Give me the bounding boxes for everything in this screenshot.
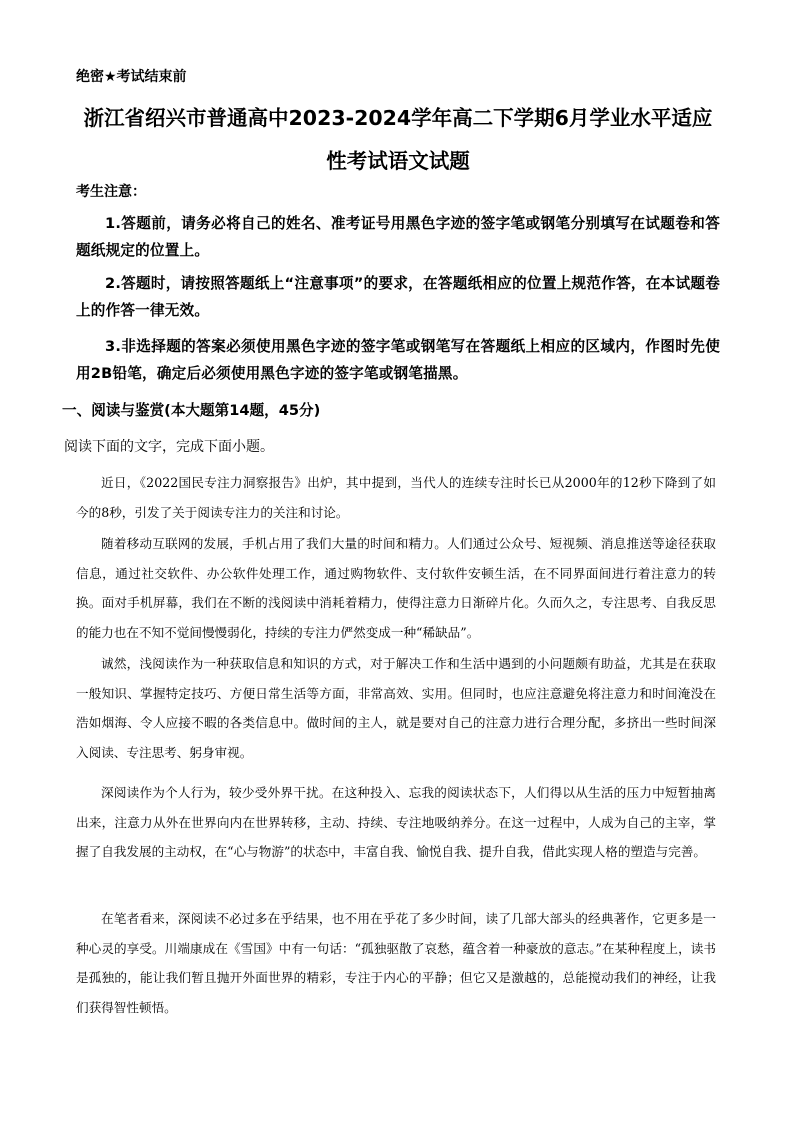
notice-heading: 考生注意：	[76, 184, 146, 200]
passage-paragraph-2: 随着移动互联网的发展，手机占用了我们大量的时间和精力。人们通过公众号、短视频、消息推送等途径获取信息，通过社交软件、办公软件处理工作，通过购物软件、支付软件安顿生活，在不同界面间进行着注意力的转换。面对手机屏幕，我们在不断的浅阅读中消耗着精力，使得注意力日渐碎片化。久而久之，专注思考、自我反思的能力也在不知不觉间慢慢弱化，持续的专注力俨然变成一种“稀缺品”。	[76, 536, 716, 640]
passage-paragraph-3: 诚然，浅阅读作为一种获取信息和知识的方式，对于解决工作和生活中遇到的小问题颇有助益，尤其是在获取一般知识、掌握特定技巧、方便日常生活等方面，非常高效、实用。但同时，也应注意避免将注意力和时间淹没在浩如烟海、令人应接不暇的各类信息中。做时间的主人，就是要对自己的注意力进行合理分配，多挤出一些时间深入阅读、专注思考、躬身审视。	[76, 656, 716, 760]
passage-paragraph-4: 深阅读作为个人行为，较少受外界干扰。在这种投入、忘我的阅读状态下，人们得以从生活的压力中短暂抽离出来，注意力从外在世界向内在世界转移，主动、持续、专注地吸纳养分。在这一过程中，人成为自己的主宰，掌握了自我发展的主动权，在“心与物游”的状态中，丰富自我、愉悦自我、提升自我，借此实现人格的塑造与完善。	[76, 785, 716, 859]
notice-item-1: 1.答题前，请务必将自己的姓名、准考证号用黑色字迹的签字笔或钢笔分别填写在试题卷和答题纸规定的位置上。	[76, 215, 720, 259]
exam-title-line-2: 性考试语文试题	[326, 149, 470, 173]
exam-title-line-1: 浙江省绍兴市普通高中2023-2024学年高二下学期6月学业水平适应	[83, 106, 713, 130]
reading-instruction: 阅读下面的文字，完成下面小题。	[64, 439, 274, 455]
passage-paragraph-1: 近日，《2022国民专注力洞察报告》出炉，其中提到，当代人的连续专注时长已从2000年的12秒下降到了如今的8秒，引发了关于阅读专注力的关注和讨论。	[76, 475, 716, 520]
passage-paragraph-5: 在笔者看来，深阅读不必过多在乎结果，也不用在乎花了多少时间，读了几部大部头的经典著作，它更多是一种心灵的享受。川端康成在《雪国》中有一句话：“孤独驱散了哀愁，蕴含着一种豪放的意志。”在某种程度上，读书是孤独的，能让我们暂且抛开外面世界的精彩，专注于内心的平静；但它又是激越的，总能搅动我们的神经，让我们获得智性顿悟。	[76, 911, 716, 1015]
section-heading: 一、阅读与鉴赏(本大题第14题，45分)	[62, 402, 321, 419]
notice-item-3: 3.非选择题的答案必须使用黑色字迹的签字笔或钢笔写在答题纸上相应的区域内，作图时先使用2B铅笔，确定后必须使用黑色字迹的签字笔或钢笔描黑。	[76, 338, 720, 382]
notice-item-2: 2.答题时，请按照答题纸上“注意事项”的要求，在答题纸相应的位置上规范作答，在本试题卷上的作答一律无效。	[76, 275, 720, 319]
confidential-label: 绝密★考试结束前	[76, 69, 187, 85]
